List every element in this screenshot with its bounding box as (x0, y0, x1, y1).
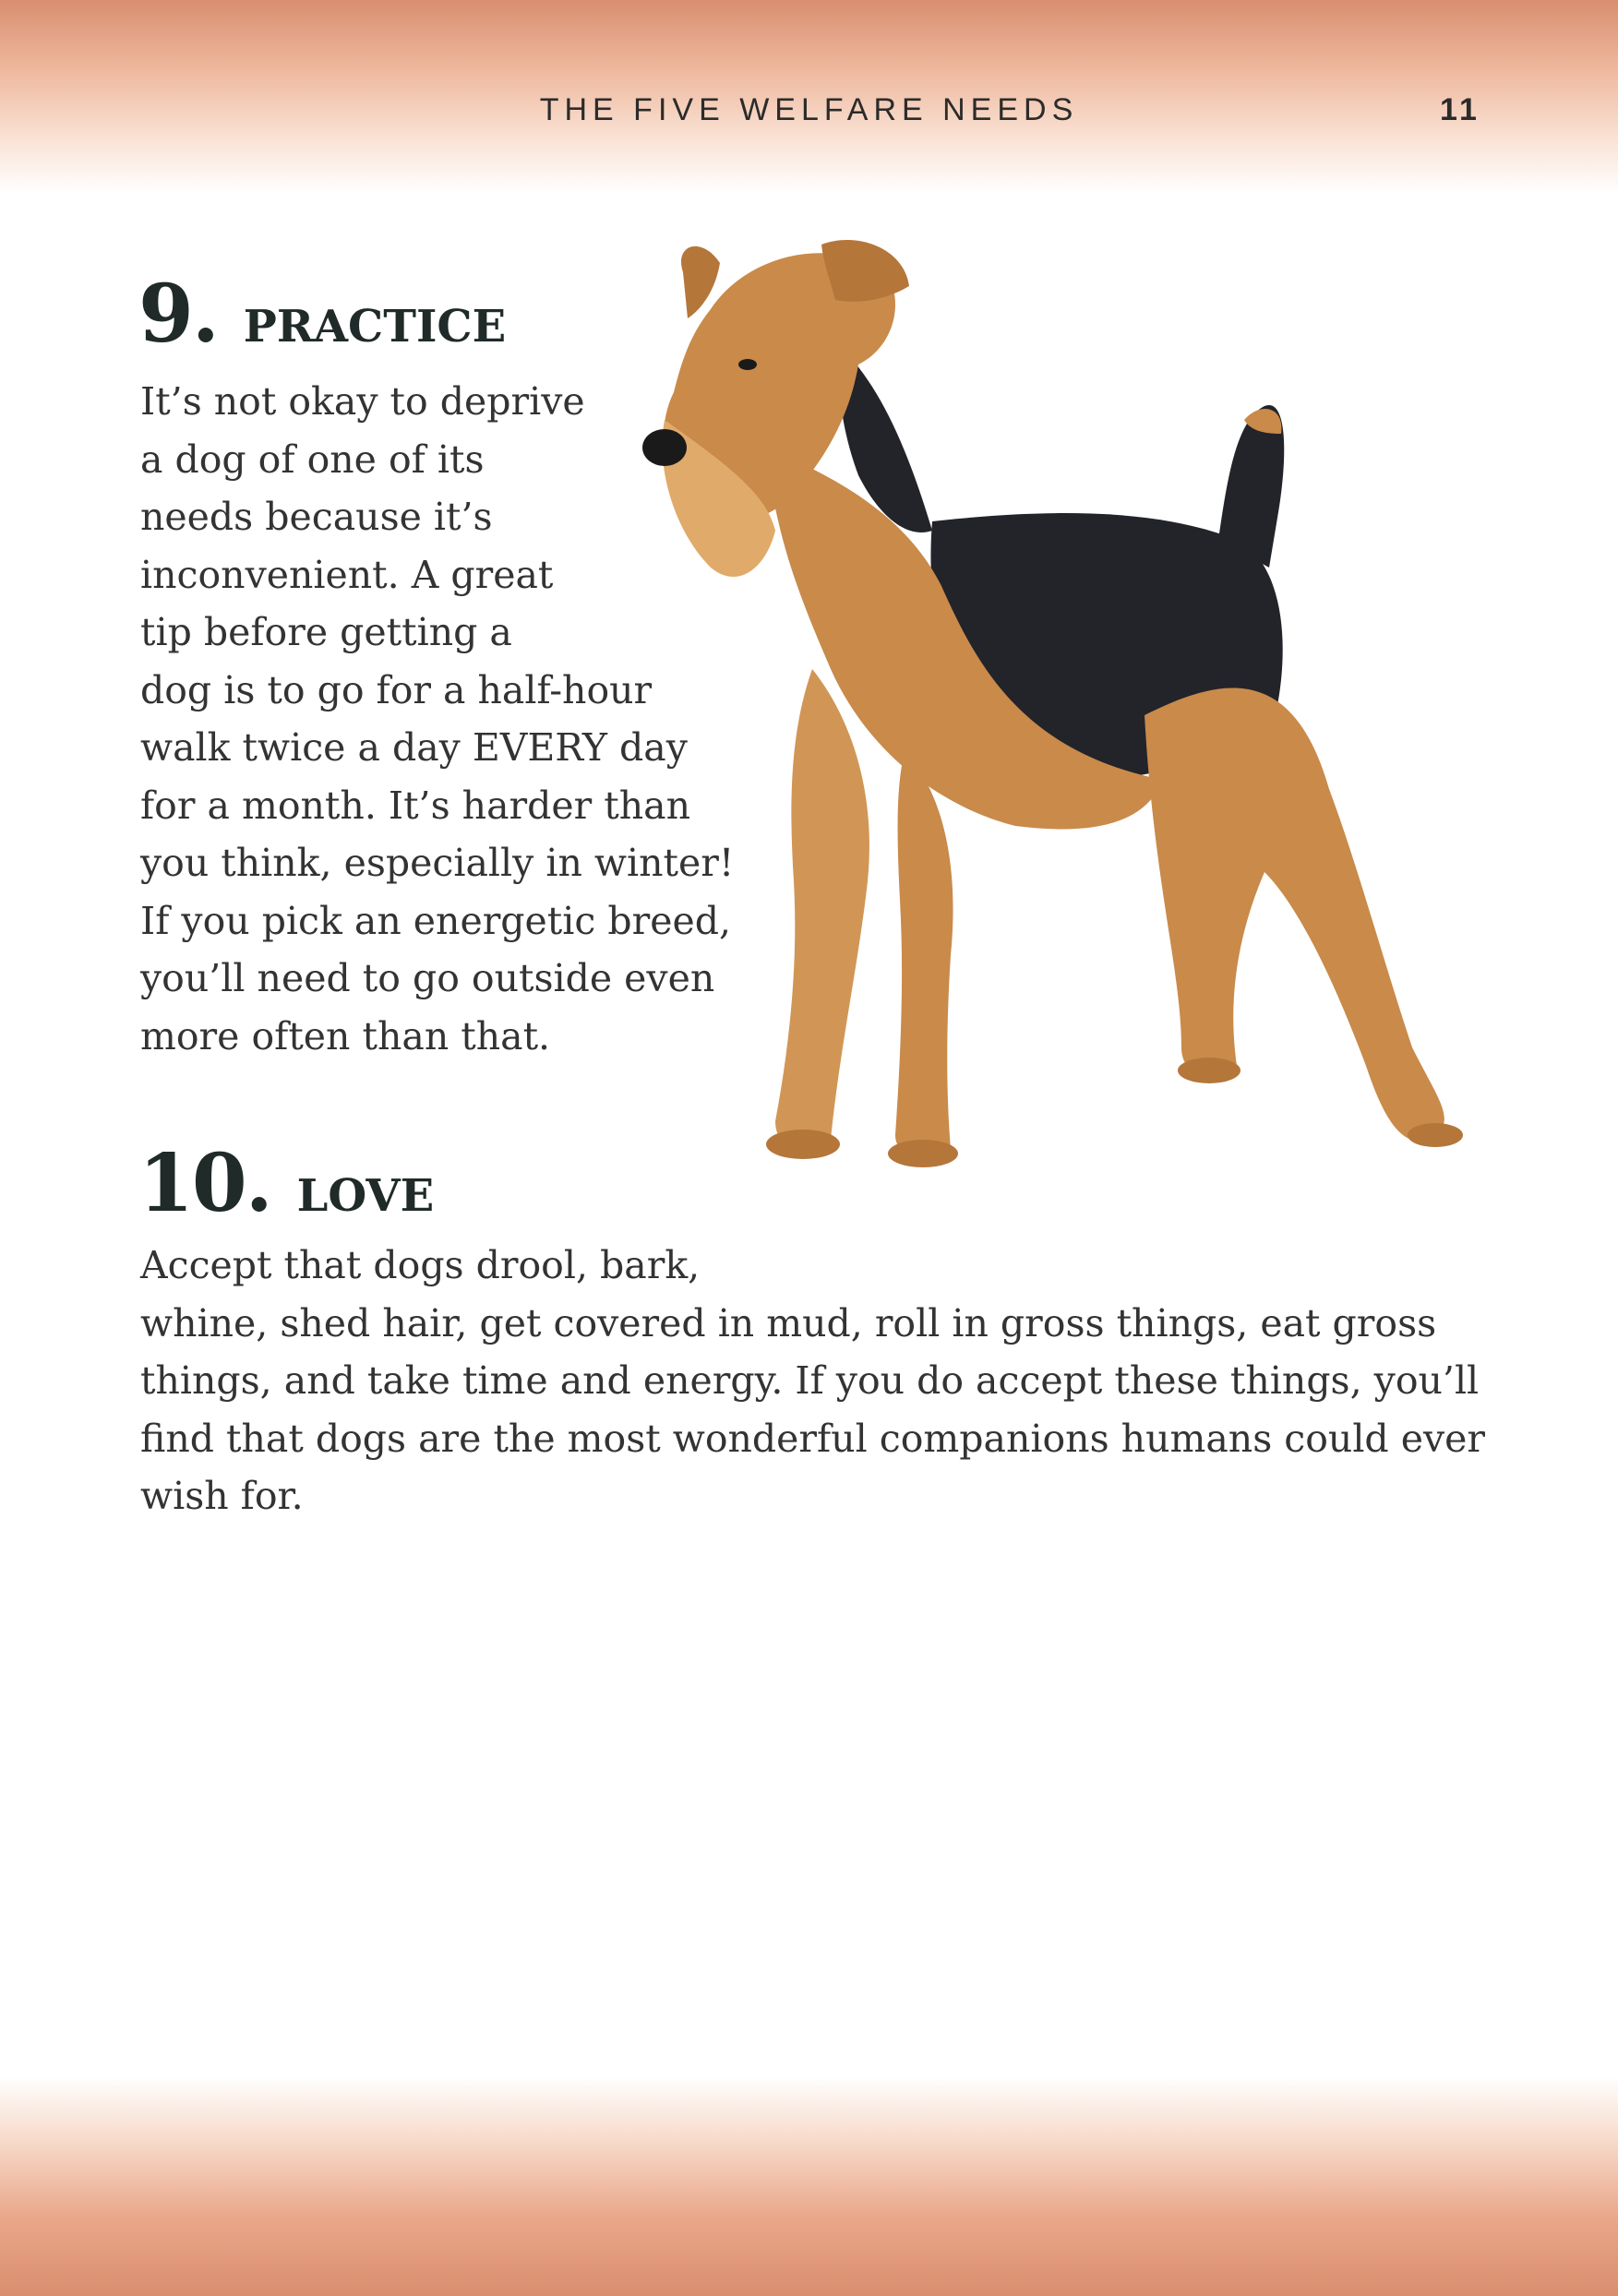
footer-gradient-band (0, 2076, 1618, 2296)
section-number: 9 (138, 268, 192, 361)
section-heading-love (138, 1137, 434, 1230)
section-title: PRACTICE (243, 301, 507, 353)
section-title: LOVE (296, 1170, 435, 1222)
running-head: THE FIVE WELFARE NEEDS (539, 92, 1079, 127)
section-heading-practice (138, 268, 506, 361)
section-body-practice: It’s not okay to deprive a dog of one of its needs because it’s inconvenient. A great tip before getting a dog is to go for a half-hour walk twice a day EVERY day for a month. It’s harder than you think, especially in winter! If you pick an energetic breed, you’ll need to go outside even more often than that. (140, 379, 735, 1058)
section-number: 10 (138, 1137, 246, 1230)
number-dot: . (191, 268, 220, 361)
page-number: 11 (1440, 92, 1480, 127)
number-dot: . (245, 1137, 273, 1230)
section-body-love: Accept that dogs drool, bark, whine, shed hair, get covered in mud, roll in gross things, eat gross things, and take time and energy. If you do accept these things, you’ll find that dogs are the most wonderful companions humans could ever wish for. (140, 1243, 1486, 1518)
airedale-terrier-photo (628, 235, 1532, 1214)
